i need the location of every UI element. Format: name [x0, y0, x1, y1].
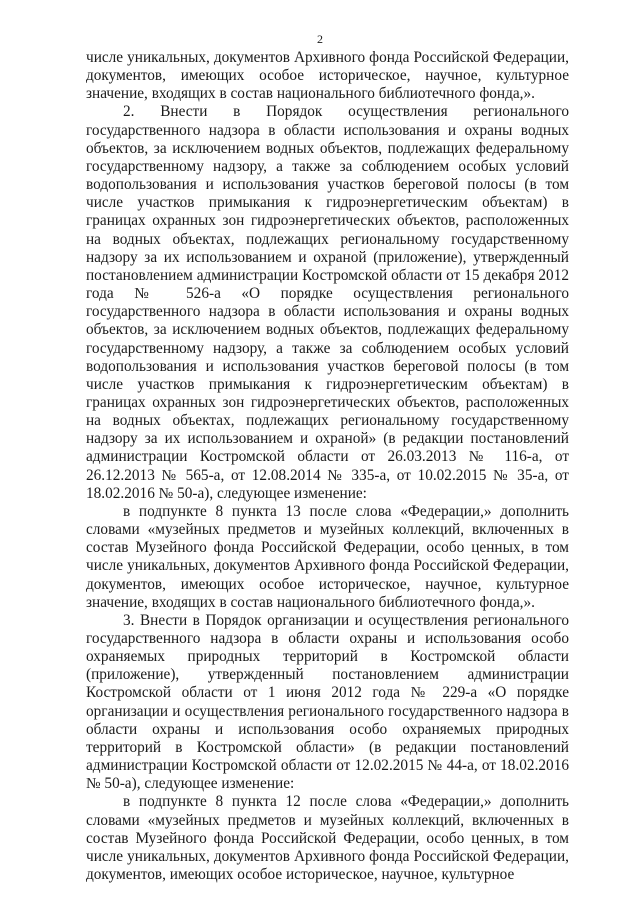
paragraph-item-3-amendment: в подпункте 8 пункта 12 после слова «Федерации,» дополнить словами «музейных предметов и музейных коллекций, включенных в состав Музейного фонда Российской Федерации, особо ценных, в том числе уникальных, документов Архивного фонда Российской Федерации, документов, имеющих особое историческое, научное, культурное: [86, 793, 569, 884]
page-number: 2: [317, 32, 323, 46]
paragraph-item-3: 3. Внести в Порядок организации и осуществления регионального государственного надзора в области охраны и использования особо охраняемых природных территорий в Костромской области (приложение), утвержденный постановлением администрации Костромской области от 1 июня 2012 года № 229-а «О порядке организации и осуществления регионального государственного надзора в области охраны и использования особо охраняемых природных территорий в Костромской области» (в редакции постановлений администрации Костромской области от 12.02.2015 № 44-а, от 18.02.2016 № 50-а), следующее изменение:: [86, 611, 569, 793]
paragraph-item-2: 2. Внести в Порядок осуществления регионального государственного надзора в области использования и охраны водных объектов, за исключением водных объектов, подлежащих федеральному государственному надзору, а также за соблюдением особых условий водопользования и использования участков береговой полосы (в том числе участков примыкания к гидроэнергетическим объектам) в границах охранных зон гидроэнергетических объектов, расположенных на водных объектах, подлежащих региональному государственному надзору за их использованием и охраной (приложение), утвержденный постановлением администрации Костромской области от 15 декабря 2012 года № 526-а «О порядке осуществления регионального государственного надзора в области использования и охраны водных объектов, за исключением водных объектов, подлежащих федеральному государственному надзору, а также за соблюдением особых условий водопользования и использования участков береговой полосы (в том числе участков примыкания к гидроэнергетическим объектам) в границах охранных зон гидроэнергетических объектов, расположенных на водных объектах, подлежащих региональному государственному надзору за их использованием и охраной» (в редакции постановлений администрации Костромской области от 26.03.2013 № 116-а, от 26.12.2013 № 565-а, от 12.08.2014 № 335-а, от 10.02.2015 № 35-а, от 18.02.2016 № 50-а), следующее изменение:: [86, 103, 569, 502]
paragraph-continuation: числе уникальных, документов Архивного фонда Российской Федерации, документов, имеющих особое историческое, научное, культурное значение, входящих в состав национального библиотечного фонда,».: [86, 49, 569, 103]
paragraph-item-2-amendment: в подпункте 8 пункта 13 после слова «Федерации,» дополнить словами «музейных предметов и музейных коллекций, включенных в состав Музейного фонда Российской Федерации, особо ценных, в том числе уникальных, документов Архивного фонда Российской Федерации, документов, имеющих особое историческое, научное, культурное значение, входящих в состав национального библиотечного фонда,».: [86, 502, 569, 611]
document-body: [86, 49, 569, 884]
